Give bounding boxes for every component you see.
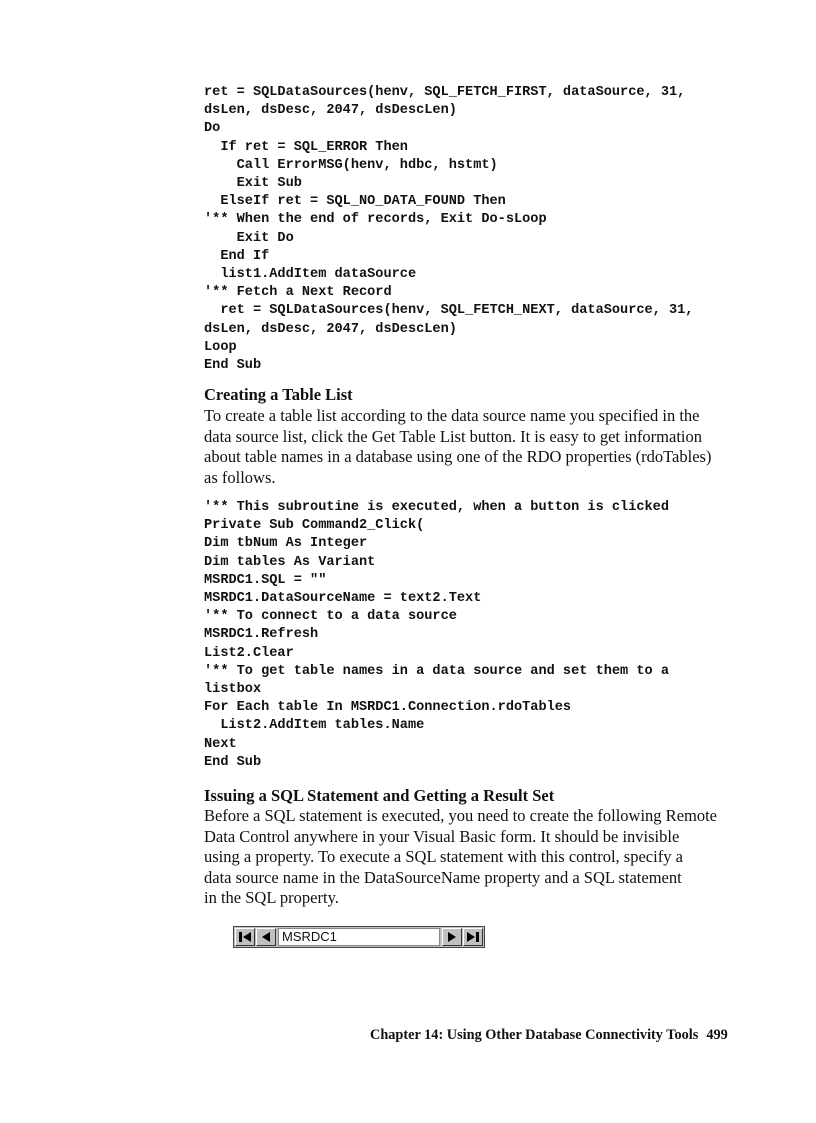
code-line: Dim tables As Variant <box>204 554 376 570</box>
paragraph-line: using a property. To execute a SQL statement with this control, specify a <box>204 847 683 867</box>
paragraph-line: data source name in the DataSourceName property and a SQL statement <box>204 867 682 887</box>
page-number: 499 <box>706 1027 728 1043</box>
next-record-button[interactable] <box>442 928 462 946</box>
code-line: dsLen, dsDesc, 2047, dsDescLen) <box>204 103 457 119</box>
code-line: ret = SQLDataSources(henv, SQL_FETCH_NEXT, dataSource, 31, <box>204 303 694 319</box>
section-heading-sql-statement: Issuing a SQL Statement and Getting a Result Set <box>204 786 555 805</box>
code-line: Exit Sub <box>204 176 302 192</box>
code-line: '** Fetch a Next Record <box>204 285 392 301</box>
code-line: '** This subroutine is executed, when a button is clicked <box>204 500 669 515</box>
code-line: ElseIf ret = SQL_NO_DATA_FOUND Then <box>204 194 506 210</box>
paragraph-line: To create a table list according to the data source name you specified in the <box>204 406 700 425</box>
code-line: '** When the end of records, Exit Do-sLoop <box>204 212 547 228</box>
paragraph-table-list <box>204 406 764 488</box>
code-line: For Each table In MSRDC1.Connection.rdoTables <box>204 700 572 716</box>
paragraph-line: about table names in a database using one of the RDO properties (rdoTables) <box>204 447 712 467</box>
code-line: ret = SQLDataSources(henv, SQL_FETCH_FIRST, dataSource, 31, <box>204 85 686 100</box>
remote-data-control-caption: MSRDC1 <box>278 928 440 946</box>
page-footer <box>370 1026 728 1044</box>
code-line: End If <box>204 248 270 264</box>
last-record-icon <box>466 931 480 943</box>
previous-record-button[interactable] <box>256 928 276 946</box>
code-line: Loop <box>204 339 237 355</box>
code-line: MSRDC1.Refresh <box>204 627 319 643</box>
code-line: End Sub <box>204 754 262 770</box>
code-line: dsLen, dsDesc, 2047, dsDescLen) <box>204 321 457 337</box>
paragraph-line: Before a SQL statement is executed, you need to create the following Remote <box>204 806 718 825</box>
code-line: Do <box>204 121 221 137</box>
code-line: listbox <box>204 682 262 698</box>
remote-data-control[interactable] <box>233 926 485 948</box>
first-record-button[interactable] <box>235 928 255 946</box>
section-heading-table-list: Creating a Table List <box>204 385 353 404</box>
chapter-title: Chapter 14: Using Other Database Connectivity Tools <box>370 1027 699 1043</box>
paragraph-line: data source list, click the Get Table List button. It is easy to get information <box>204 426 703 446</box>
code-line: MSRDC1.DataSourceName = text2.Text <box>204 591 482 607</box>
code-line: '** To get table names in a data source and set them to a <box>204 663 669 679</box>
code-line: Dim tbNum As Integer <box>204 536 368 552</box>
paragraph-line: as follows. <box>204 467 276 487</box>
paragraph-line: Data Control anywhere in your Visual Basic form. It should be invisible <box>204 826 680 846</box>
code-line: If ret = SQL_ERROR Then <box>204 139 408 155</box>
code-line: End Sub <box>204 358 262 374</box>
code-line: List2.AddItem tables.Name <box>204 718 425 734</box>
last-record-button[interactable] <box>463 928 483 946</box>
code-block-table-list <box>204 499 669 772</box>
code-line: List2.Clear <box>204 645 294 661</box>
code-line: MSRDC1.SQL = "" <box>204 572 327 588</box>
code-line: '** To connect to a data source <box>204 609 457 625</box>
code-line: Exit Do <box>204 230 294 246</box>
code-line: Next <box>204 736 237 752</box>
code-line: Private Sub Command2_Click( <box>204 518 425 534</box>
code-line: Call ErrorMSG(henv, hdbc, hstmt) <box>204 157 498 173</box>
code-block-data-sources <box>204 84 693 375</box>
first-record-icon <box>238 931 252 943</box>
paragraph-line: in the SQL property. <box>204 888 339 908</box>
paragraph-sql-statement <box>204 806 764 909</box>
next-record-icon <box>445 931 459 943</box>
previous-record-icon <box>259 931 273 943</box>
code-line: list1.AddItem dataSource <box>204 267 417 283</box>
